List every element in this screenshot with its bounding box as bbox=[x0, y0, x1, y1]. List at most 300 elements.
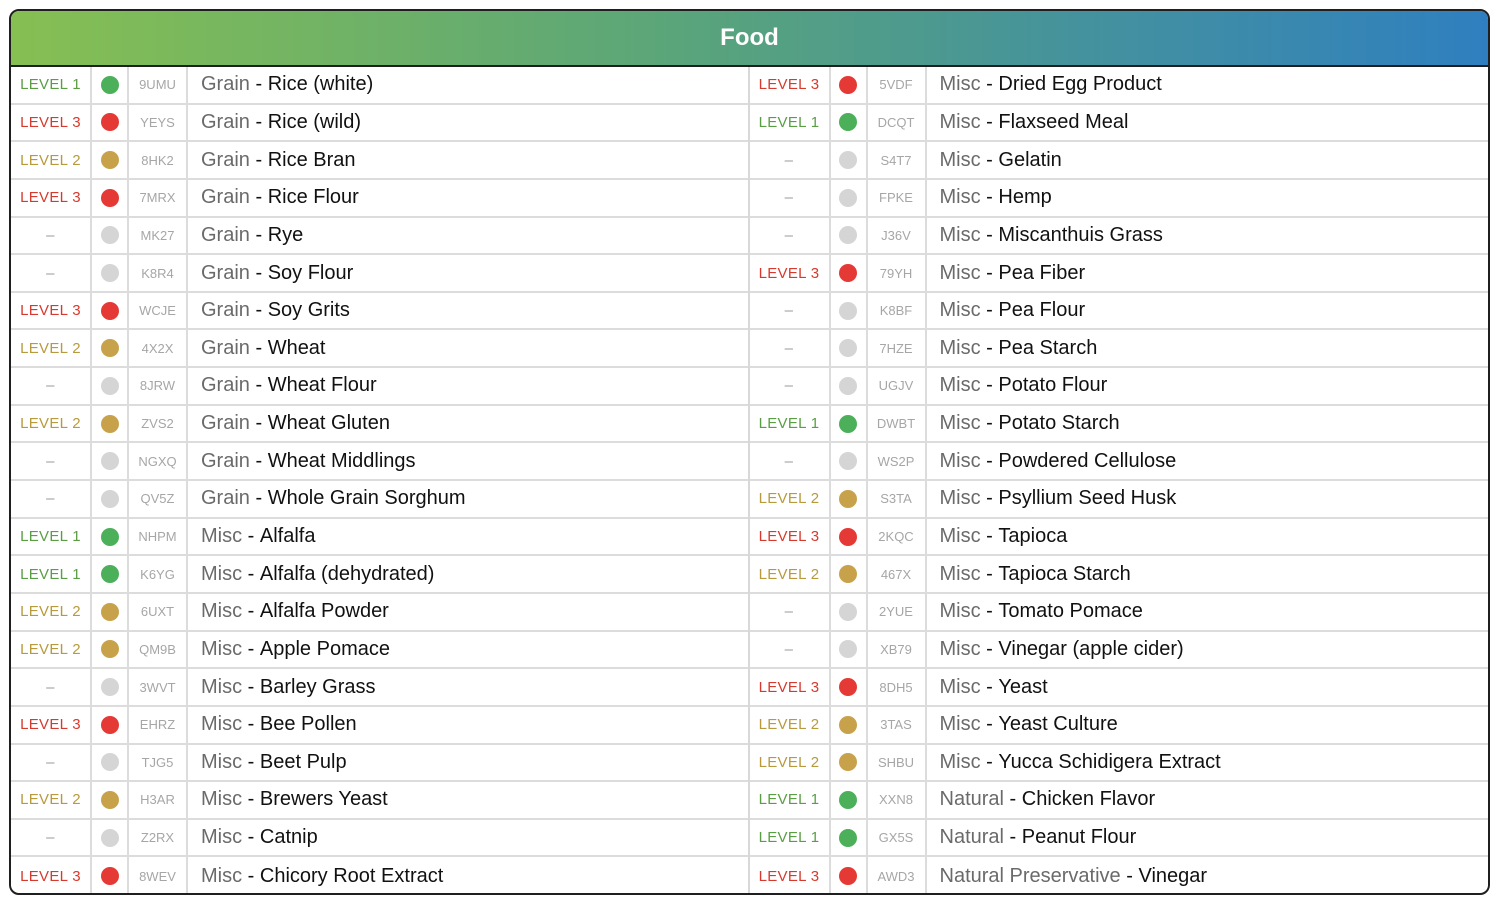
level-label: – bbox=[11, 368, 92, 404]
item-name bbox=[188, 707, 748, 743]
status-dot-icon bbox=[101, 264, 119, 282]
table-row[interactable] bbox=[11, 142, 748, 180]
item-label: Apple Pomace bbox=[259, 637, 390, 660]
level-label: LEVEL 2 bbox=[11, 330, 92, 366]
item-name bbox=[927, 368, 1489, 404]
name-separator: - bbox=[242, 750, 260, 773]
table-row[interactable] bbox=[750, 632, 1489, 670]
item-code: EHRZ bbox=[129, 707, 188, 743]
table-row[interactable] bbox=[11, 707, 748, 745]
level-label: – bbox=[750, 180, 831, 216]
item-code: 7MRX bbox=[129, 180, 188, 216]
status-dot-icon bbox=[839, 302, 857, 320]
item-code: SHBU bbox=[868, 745, 927, 781]
name-separator: - bbox=[242, 562, 260, 585]
status-cell bbox=[831, 669, 868, 705]
item-name bbox=[188, 669, 748, 705]
status-cell bbox=[92, 180, 129, 216]
status-dot-icon bbox=[101, 753, 119, 771]
item-code: H3AR bbox=[129, 782, 188, 818]
item-name bbox=[188, 782, 748, 818]
item-label: Pea Flour bbox=[998, 299, 1086, 322]
status-dot-icon bbox=[839, 151, 857, 169]
item-name bbox=[188, 255, 748, 291]
item-name bbox=[927, 293, 1489, 329]
item-label: Chicken Flavor bbox=[1021, 788, 1156, 811]
item-code: S3TA bbox=[868, 481, 927, 517]
table-row[interactable] bbox=[750, 180, 1489, 218]
item-label: Yeast bbox=[998, 675, 1048, 698]
table-row[interactable] bbox=[11, 556, 748, 594]
table-row[interactable] bbox=[750, 443, 1489, 481]
item-category: Grain bbox=[201, 223, 250, 246]
level-label: LEVEL 2 bbox=[11, 142, 92, 178]
item-label: Potato Starch bbox=[998, 412, 1120, 435]
status-cell bbox=[831, 632, 868, 668]
table-row[interactable] bbox=[11, 669, 748, 707]
level-label: LEVEL 3 bbox=[750, 857, 831, 895]
status-dot-icon bbox=[101, 415, 119, 433]
item-name bbox=[188, 67, 748, 103]
item-label: Tomato Pomace bbox=[998, 600, 1143, 623]
item-category: Misc bbox=[201, 600, 243, 623]
name-separator: - bbox=[980, 261, 999, 284]
item-category: Misc bbox=[939, 223, 981, 246]
status-dot-icon bbox=[839, 603, 857, 621]
item-name bbox=[927, 782, 1489, 818]
table-row[interactable] bbox=[11, 857, 748, 895]
item-code: ZVS2 bbox=[129, 406, 188, 442]
table-row[interactable] bbox=[750, 481, 1489, 519]
item-category: Misc bbox=[939, 73, 981, 96]
status-cell bbox=[831, 368, 868, 404]
item-code: 79YH bbox=[868, 255, 927, 291]
name-separator: - bbox=[980, 148, 999, 171]
item-name bbox=[188, 820, 748, 856]
item-name bbox=[188, 330, 748, 366]
item-category: Misc bbox=[201, 525, 243, 547]
item-category: Misc bbox=[939, 637, 981, 660]
status-dot-icon bbox=[101, 791, 119, 809]
name-separator: - bbox=[980, 637, 999, 660]
item-label: Pea Fiber bbox=[998, 261, 1086, 284]
status-cell bbox=[831, 142, 868, 178]
item-name bbox=[188, 745, 748, 781]
status-dot-icon bbox=[839, 791, 857, 809]
status-dot-icon bbox=[839, 264, 857, 282]
item-label: Wheat bbox=[267, 336, 326, 359]
status-dot-icon bbox=[839, 678, 857, 696]
table-row[interactable] bbox=[750, 255, 1489, 293]
item-category: Misc bbox=[201, 637, 243, 660]
level-label: LEVEL 2 bbox=[11, 632, 92, 668]
item-category: Misc bbox=[939, 525, 981, 547]
item-name bbox=[927, 707, 1489, 743]
food-panel bbox=[9, 9, 1490, 895]
level-label: – bbox=[750, 594, 831, 630]
status-dot-icon bbox=[839, 640, 857, 658]
level-label: LEVEL 3 bbox=[750, 519, 831, 555]
item-name bbox=[188, 293, 748, 329]
name-separator: - bbox=[980, 336, 999, 359]
status-dot-icon bbox=[101, 678, 119, 696]
item-category: Misc bbox=[939, 148, 981, 171]
item-category: Natural bbox=[939, 788, 1004, 811]
name-separator: - bbox=[980, 600, 999, 623]
name-separator: - bbox=[242, 525, 260, 547]
name-separator: - bbox=[242, 675, 260, 698]
level-label: – bbox=[11, 820, 92, 856]
level-label: – bbox=[750, 218, 831, 254]
item-category: Misc bbox=[939, 449, 981, 472]
item-category: Misc bbox=[939, 374, 981, 397]
table-row[interactable] bbox=[11, 519, 748, 557]
status-cell bbox=[92, 293, 129, 329]
status-cell bbox=[831, 180, 868, 216]
name-separator: - bbox=[980, 110, 999, 133]
level-label: LEVEL 2 bbox=[11, 594, 92, 630]
level-label: – bbox=[11, 255, 92, 291]
item-name bbox=[927, 632, 1489, 668]
status-dot-icon bbox=[839, 452, 857, 470]
status-cell bbox=[831, 105, 868, 141]
item-name bbox=[188, 857, 748, 895]
item-code: DWBT bbox=[868, 406, 927, 442]
table-row[interactable] bbox=[11, 820, 748, 858]
table-row[interactable] bbox=[11, 105, 748, 143]
status-cell bbox=[92, 443, 129, 479]
level-label: LEVEL 1 bbox=[11, 519, 92, 555]
name-separator: - bbox=[249, 487, 268, 510]
item-label: Wheat Flour bbox=[267, 374, 377, 397]
item-category: Misc bbox=[939, 487, 981, 510]
item-code: 8JRW bbox=[129, 368, 188, 404]
item-label: Flaxseed Meal bbox=[998, 110, 1129, 133]
table-row[interactable] bbox=[750, 556, 1489, 594]
table-row[interactable] bbox=[11, 293, 748, 331]
status-dot-icon bbox=[101, 565, 119, 583]
item-code: FPKE bbox=[868, 180, 927, 216]
name-separator: - bbox=[980, 299, 999, 322]
item-name bbox=[927, 669, 1489, 705]
item-name bbox=[927, 745, 1489, 781]
item-code: K8BF bbox=[868, 293, 927, 329]
status-cell bbox=[831, 218, 868, 254]
name-separator: - bbox=[980, 713, 999, 736]
item-name bbox=[188, 594, 748, 630]
table-row[interactable] bbox=[11, 632, 748, 670]
table-row[interactable] bbox=[750, 330, 1489, 368]
name-separator: - bbox=[249, 449, 268, 472]
panel-title: Food bbox=[11, 11, 1488, 67]
table-row[interactable] bbox=[750, 782, 1489, 820]
item-code: 467X bbox=[868, 556, 927, 592]
level-label: LEVEL 3 bbox=[11, 180, 92, 216]
table-row[interactable] bbox=[11, 255, 748, 293]
status-dot-icon bbox=[101, 490, 119, 508]
name-separator: - bbox=[980, 374, 999, 397]
item-category: Misc bbox=[939, 110, 981, 133]
status-cell bbox=[92, 857, 129, 895]
item-code: 4X2X bbox=[129, 330, 188, 366]
status-dot-icon bbox=[101, 226, 119, 244]
name-separator: - bbox=[980, 675, 999, 698]
name-separator: - bbox=[249, 223, 268, 246]
item-code: 2KQC bbox=[868, 519, 927, 555]
name-separator: - bbox=[249, 110, 268, 133]
item-code: TJG5 bbox=[129, 745, 188, 781]
table-row[interactable] bbox=[11, 67, 748, 105]
item-label: Barley Grass bbox=[259, 675, 376, 698]
status-dot-icon bbox=[839, 189, 857, 207]
table-row[interactable] bbox=[11, 218, 748, 256]
item-category: Misc bbox=[939, 600, 981, 623]
item-category: Grain bbox=[201, 261, 250, 284]
item-category: Misc bbox=[939, 412, 981, 435]
item-code: 8WEV bbox=[129, 857, 188, 895]
name-separator: - bbox=[249, 261, 268, 284]
level-label: LEVEL 3 bbox=[750, 669, 831, 705]
table-row[interactable] bbox=[11, 368, 748, 406]
item-category: Grain bbox=[201, 299, 250, 322]
table-row[interactable] bbox=[750, 745, 1489, 783]
item-category: Misc bbox=[201, 713, 243, 736]
table-row[interactable] bbox=[750, 594, 1489, 632]
item-name bbox=[188, 519, 748, 555]
status-cell bbox=[92, 782, 129, 818]
status-cell bbox=[92, 632, 129, 668]
item-name bbox=[927, 820, 1489, 856]
table-row[interactable] bbox=[750, 142, 1489, 180]
item-category: Natural bbox=[939, 826, 1004, 849]
name-separator: - bbox=[980, 412, 999, 435]
table-row[interactable] bbox=[11, 443, 748, 481]
name-separator: - bbox=[242, 864, 260, 887]
item-category: Misc bbox=[939, 713, 981, 736]
status-dot-icon bbox=[101, 640, 119, 658]
item-category: Misc bbox=[201, 864, 243, 887]
item-category: Misc bbox=[201, 750, 243, 773]
item-label: Rice (white) bbox=[267, 73, 374, 96]
name-separator: - bbox=[1003, 826, 1022, 849]
name-separator: - bbox=[980, 487, 999, 510]
level-label: LEVEL 2 bbox=[750, 556, 831, 592]
status-cell bbox=[92, 105, 129, 141]
item-label: Gelatin bbox=[998, 148, 1062, 171]
level-label: LEVEL 3 bbox=[750, 67, 831, 103]
name-separator: - bbox=[242, 788, 260, 811]
level-label: LEVEL 1 bbox=[11, 556, 92, 592]
name-separator: - bbox=[1003, 788, 1022, 811]
status-cell bbox=[831, 67, 868, 103]
status-dot-icon bbox=[839, 716, 857, 734]
table-row[interactable] bbox=[750, 519, 1489, 557]
item-code: Z2RX bbox=[129, 820, 188, 856]
item-label: Alfalfa (dehydrated) bbox=[259, 562, 435, 585]
name-separator: - bbox=[249, 374, 268, 397]
status-cell bbox=[831, 443, 868, 479]
status-cell bbox=[831, 556, 868, 592]
item-code: 2YUE bbox=[868, 594, 927, 630]
item-label: Brewers Yeast bbox=[259, 788, 388, 811]
item-label: Alfalfa Powder bbox=[259, 600, 389, 623]
item-name bbox=[927, 443, 1489, 479]
item-name bbox=[927, 67, 1489, 103]
status-dot-icon bbox=[101, 716, 119, 734]
name-separator: - bbox=[980, 223, 999, 246]
status-cell bbox=[92, 556, 129, 592]
item-label: Pea Starch bbox=[998, 336, 1098, 359]
item-label: Bee Pollen bbox=[259, 713, 357, 736]
item-label: Tapioca Starch bbox=[998, 562, 1131, 585]
item-code: DCQT bbox=[868, 105, 927, 141]
status-cell bbox=[92, 406, 129, 442]
table-row[interactable] bbox=[750, 105, 1489, 143]
item-label: Peanut Flour bbox=[1021, 826, 1137, 849]
level-label: – bbox=[11, 481, 92, 517]
name-separator: - bbox=[249, 148, 268, 171]
item-code: YEYS bbox=[129, 105, 188, 141]
item-category: Grain bbox=[201, 336, 250, 359]
status-dot-icon bbox=[101, 867, 119, 885]
status-cell bbox=[831, 519, 868, 555]
level-label: LEVEL 3 bbox=[11, 105, 92, 141]
table-row[interactable] bbox=[750, 67, 1489, 105]
level-label: LEVEL 2 bbox=[750, 707, 831, 743]
status-cell bbox=[92, 255, 129, 291]
item-name bbox=[188, 481, 748, 517]
table-row[interactable] bbox=[11, 745, 748, 783]
status-dot-icon bbox=[839, 829, 857, 847]
status-dot-icon bbox=[839, 490, 857, 508]
table-row[interactable] bbox=[750, 368, 1489, 406]
item-label: Tapioca bbox=[998, 525, 1068, 547]
item-code: NGXQ bbox=[129, 443, 188, 479]
item-label: Beet Pulp bbox=[259, 750, 347, 773]
status-dot-icon bbox=[839, 867, 857, 885]
item-category: Misc bbox=[939, 675, 981, 698]
item-label: Miscanthuis Grass bbox=[998, 223, 1163, 246]
item-code: 8DH5 bbox=[868, 669, 927, 705]
name-separator: - bbox=[1120, 864, 1139, 887]
item-label: Whole Grain Sorghum bbox=[267, 487, 466, 510]
table-row[interactable] bbox=[750, 293, 1489, 331]
name-separator: - bbox=[980, 73, 999, 96]
status-dot-icon bbox=[101, 528, 119, 546]
level-label: LEVEL 2 bbox=[750, 481, 831, 517]
item-name bbox=[927, 255, 1489, 291]
status-dot-icon bbox=[101, 603, 119, 621]
item-category: Natural Preservative bbox=[939, 864, 1121, 887]
level-label: LEVEL 2 bbox=[11, 782, 92, 818]
table-row[interactable] bbox=[750, 820, 1489, 858]
item-label: Powdered Cellulose bbox=[998, 449, 1177, 472]
table-row[interactable] bbox=[750, 406, 1489, 444]
status-dot-icon bbox=[839, 377, 857, 395]
status-dot-icon bbox=[101, 113, 119, 131]
status-dot-icon bbox=[101, 339, 119, 357]
status-cell bbox=[92, 707, 129, 743]
item-category: Misc bbox=[939, 261, 981, 284]
status-dot-icon bbox=[839, 528, 857, 546]
item-name bbox=[188, 406, 748, 442]
item-label: Wheat Middlings bbox=[267, 449, 416, 472]
status-cell bbox=[831, 293, 868, 329]
item-code: 3TAS bbox=[868, 707, 927, 743]
table-row[interactable] bbox=[750, 707, 1489, 745]
level-label: – bbox=[750, 443, 831, 479]
level-label: – bbox=[750, 293, 831, 329]
item-code: NHPM bbox=[129, 519, 188, 555]
item-label: Dried Egg Product bbox=[998, 73, 1162, 96]
right-column bbox=[750, 67, 1489, 895]
status-cell bbox=[92, 745, 129, 781]
level-label: LEVEL 1 bbox=[750, 105, 831, 141]
status-dot-icon bbox=[101, 377, 119, 395]
level-label: LEVEL 1 bbox=[11, 67, 92, 103]
item-code: K6YG bbox=[129, 556, 188, 592]
item-code: XB79 bbox=[868, 632, 927, 668]
level-label: LEVEL 3 bbox=[11, 707, 92, 743]
item-code: QM9B bbox=[129, 632, 188, 668]
item-name bbox=[188, 556, 748, 592]
name-separator: - bbox=[242, 637, 260, 660]
item-label: Hemp bbox=[998, 186, 1052, 209]
table-row[interactable] bbox=[11, 180, 748, 218]
item-label: Catnip bbox=[259, 826, 318, 849]
table-row[interactable] bbox=[11, 594, 748, 632]
level-label: – bbox=[11, 218, 92, 254]
item-code: K8R4 bbox=[129, 255, 188, 291]
item-name bbox=[188, 443, 748, 479]
status-cell bbox=[831, 782, 868, 818]
item-code: QV5Z bbox=[129, 481, 188, 517]
item-name bbox=[927, 218, 1489, 254]
item-name bbox=[188, 368, 748, 404]
table-row[interactable] bbox=[11, 406, 748, 444]
status-dot-icon bbox=[101, 151, 119, 169]
status-cell bbox=[831, 481, 868, 517]
table-row[interactable] bbox=[11, 330, 748, 368]
item-code: WCJE bbox=[129, 293, 188, 329]
item-label: Potato Flour bbox=[998, 374, 1108, 397]
item-name bbox=[927, 519, 1489, 555]
name-separator: - bbox=[249, 299, 268, 322]
table-row[interactable] bbox=[750, 669, 1489, 707]
item-name bbox=[927, 142, 1489, 178]
item-category: Grain bbox=[201, 148, 250, 171]
status-cell bbox=[92, 669, 129, 705]
item-category: Misc bbox=[939, 186, 981, 209]
item-category: Grain bbox=[201, 73, 250, 96]
status-cell bbox=[92, 67, 129, 103]
status-cell bbox=[831, 707, 868, 743]
item-name bbox=[927, 857, 1489, 895]
item-code: 6UXT bbox=[129, 594, 188, 630]
status-dot-icon bbox=[839, 753, 857, 771]
table-row[interactable] bbox=[11, 782, 748, 820]
status-dot-icon bbox=[839, 565, 857, 583]
item-name bbox=[188, 142, 748, 178]
table-row[interactable] bbox=[750, 857, 1489, 895]
table-row[interactable] bbox=[11, 481, 748, 519]
item-category: Misc bbox=[939, 336, 981, 359]
table-row[interactable] bbox=[750, 218, 1489, 256]
item-name bbox=[188, 218, 748, 254]
name-separator: - bbox=[242, 600, 260, 623]
status-cell bbox=[92, 481, 129, 517]
food-grid bbox=[11, 67, 1488, 895]
